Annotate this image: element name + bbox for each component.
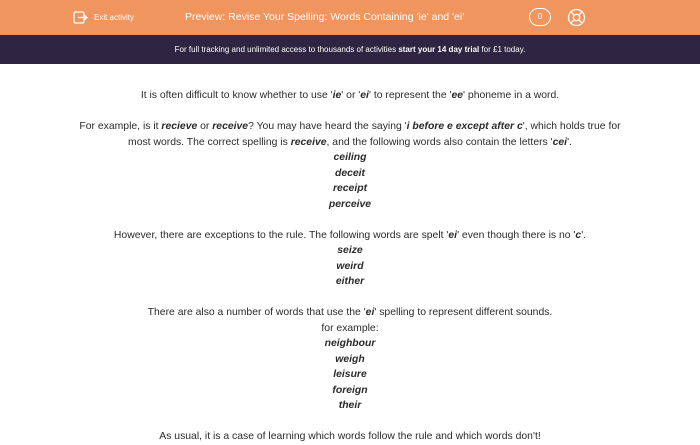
word-list-item: weird	[336, 260, 364, 272]
trial-banner	[0, 35, 700, 64]
banner-text-start: For full tracking and unlimited access to thousands of activities	[174, 45, 399, 54]
word-list-item: perceive	[328, 198, 372, 210]
trial-link[interactable]: start your 14 day trial	[398, 45, 480, 54]
sounds-text: There are also a number of words that use the '	[147, 307, 366, 318]
example-text: ? You may have heard the saying '	[248, 121, 407, 132]
example-letters: cei	[552, 136, 568, 148]
sounds-paragraph	[0, 305, 700, 321]
sounds-ei: ei	[365, 307, 375, 318]
introduction-content	[0, 88, 700, 445]
exit-activity-button[interactable]	[73, 9, 134, 26]
banner-text-end: for £1 today.	[479, 45, 526, 54]
exceptions-text: ' even though there is no '	[457, 229, 576, 241]
example-saying: i before e except after c	[406, 121, 523, 132]
word-list-item: foreign	[332, 384, 368, 396]
exceptions-text: However, there are exceptions to the rule. The following words are spelt '	[113, 229, 449, 241]
example-text: or	[197, 121, 213, 132]
exceptions-text: '.	[581, 229, 587, 241]
question-count-badge: 0	[529, 8, 551, 26]
exceptions-paragraph	[0, 228, 700, 244]
example-text: For example, is it	[79, 121, 162, 132]
word-list-item: their	[338, 400, 362, 411]
intro-ei: ei	[360, 90, 369, 101]
closing-paragraph: As usual, it is a case of learning which words follow the rule and which words don't!	[159, 431, 541, 442]
help-lifebuoy-icon[interactable]	[567, 8, 586, 27]
intro-text: It is often difficult to know whether to use '	[140, 90, 333, 101]
word-list-item: deceit	[334, 167, 366, 179]
example-word: recieve	[161, 121, 198, 132]
example-text: , and the following words also contain the letters '	[326, 136, 553, 148]
word-list-item: weigh	[335, 353, 365, 365]
word-list-item: seize	[337, 245, 363, 256]
example-text: ', which holds true for	[522, 121, 621, 132]
page-title: Preview: Revise Your Spelling: Words Containing 'ie' and 'ei'	[185, 11, 465, 23]
exceptions-ei: ei	[448, 229, 458, 241]
exit-icon	[73, 11, 88, 24]
intro-ie: ie	[332, 90, 342, 101]
intro-paragraph	[0, 88, 700, 104]
word-list-item: receipt	[332, 183, 368, 194]
example-paragraph-line2	[0, 135, 700, 151]
example-word: receive	[212, 121, 249, 132]
word-list-item: neighbour	[324, 338, 376, 349]
sounds-text: ' spelling to represent different sounds.	[374, 307, 553, 318]
exit-activity-label: Exit activity	[94, 13, 135, 22]
word-list-item: leisure	[333, 369, 367, 380]
exceptions-c: c	[575, 229, 582, 241]
word-list-item: ceiling	[333, 152, 367, 163]
example-text: most words. The correct spelling is	[128, 136, 291, 148]
example-paragraph	[0, 119, 700, 135]
intro-ee: ee	[451, 90, 464, 101]
intro-text: ' to represent the '	[368, 90, 452, 101]
example-text: '.	[567, 136, 572, 148]
top-bar	[0, 0, 700, 35]
example-word: receive	[290, 136, 327, 148]
intro-text: ' phoneme in a word.	[463, 90, 560, 101]
word-list-item: either	[335, 276, 365, 287]
sounds-example-label: for example:	[321, 322, 379, 334]
intro-text: ' or '	[341, 90, 361, 101]
